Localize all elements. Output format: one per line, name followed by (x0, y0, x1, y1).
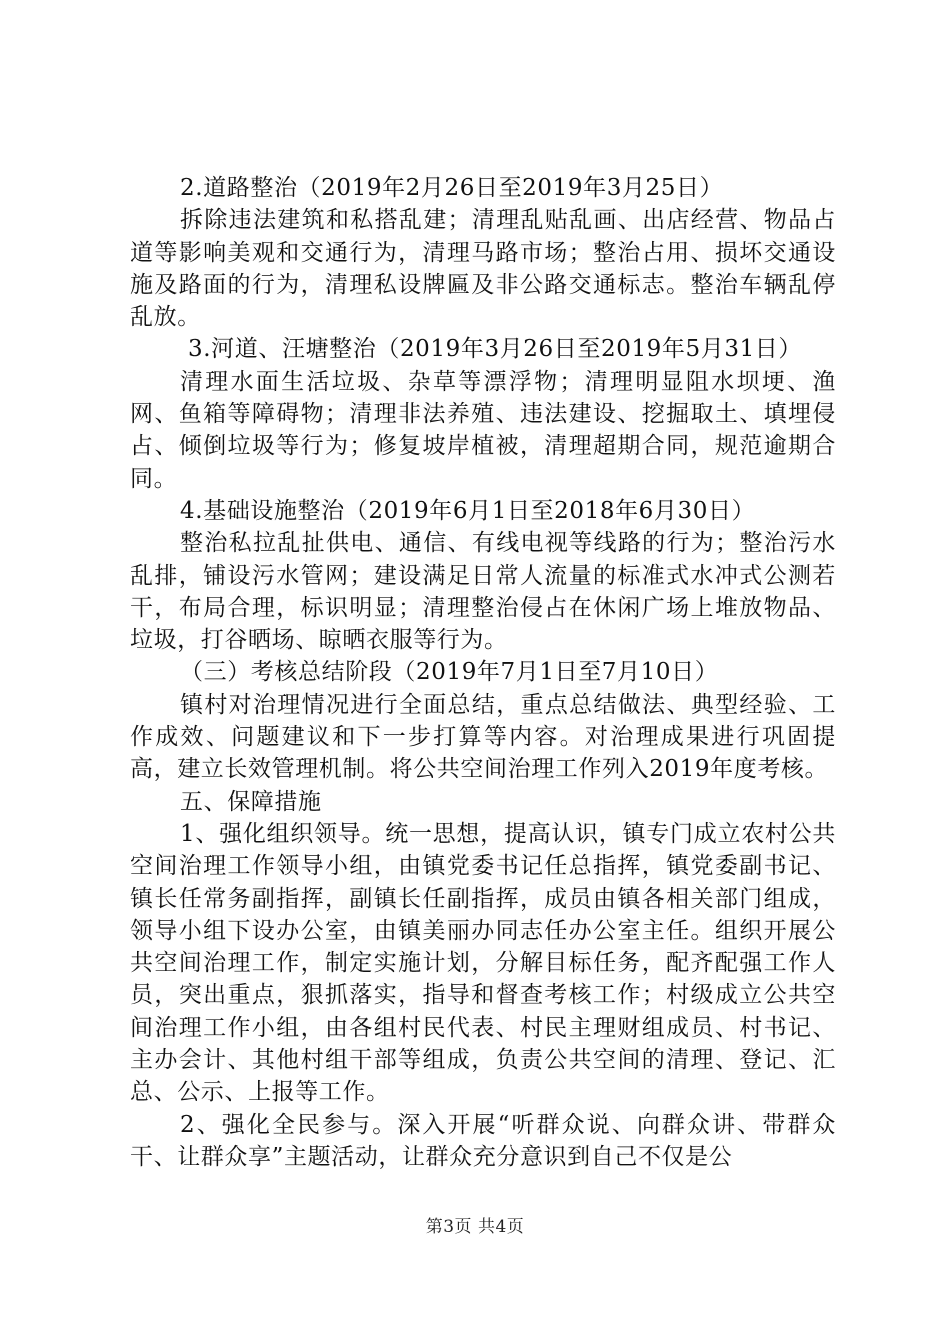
section-heading-river: 3.河道、汪塘整治（2019年3月26日至2019年5月31日） (188, 336, 803, 363)
page-footer: 第3页 共4页 (425, 1217, 525, 1237)
document-body (130, 172, 836, 1173)
paragraph-participation: 2、强化全民参与。深入开展“听群众说、向群众讲、带群众干、让群众享”主题活动，让群众充分意识到自己不仅是公 (130, 1111, 836, 1170)
paragraph-organization: 1、强化组织领导。统一思想，提高认识，镇专门成立农村公共空间治理工作领导小组，由镇党委书记任总指挥，镇党委副书记、镇长任常务副指挥，副镇长任副指挥，成员由镇各相关部门组成，领导小组下设办公室，由镇美丽办同志任办公室主任。组织开展公共空间治理工作，制定实施计划，分解目标任务，配齐配强工作人员，突出重点，狠抓落实，指导和督查考核工作；村级成立公共空间治理工作小组，由各组村民代表、村民主理财组成员、村书记、主办会计、其他村组干部等组成，负责公共空间的清理、登记、汇总、公示、上报等工作。 (130, 820, 836, 1106)
section-heading-infrastructure: 4.基础设施整治（2019年6月1日至2018年6月30日） (180, 497, 756, 524)
paragraph-road: 拆除违法建筑和私搭乱建；清理乱贴乱画、出店经营、物品占道等影响美观和交通行为，清理马路市场；整治占用、损坏交通设施及路面的行为，清理私设牌匾及非公路交通标志。整治车辆乱停乱放。 (130, 207, 836, 331)
section-heading-road: 2.道路整治（2019年2月26日至2019年3月25日） (180, 175, 724, 201)
section-heading-safeguards: 五、保障措施 (180, 788, 322, 815)
section-heading-review: （三）考核总结阶段（2019年7月1日至7月10日） (180, 659, 719, 686)
paragraph-review: 镇村对治理情况进行全面总结，重点总结做法、典型经验、工作成效、问题建议和下一步打算等内容。对治理成果进行巩固提高，建立长效管理机制。将公共空间治理工作列入2019年度考核。 (130, 691, 836, 783)
paragraph-river: 清理水面生活垃圾、杂草等漂浮物；清理明显阻水坝埂、渔网、鱼箱等障碍物；清理非法养殖、违法建设、挖掘取土、填埋侵占、倾倒垃圾等行为；修复坡岸植被，清理超期合同，规范逾期合同。 (130, 368, 836, 492)
paragraph-infrastructure: 整治私拉乱扯供电、通信、有线电视等线路的行为；整治污水乱排，铺设污水管网；建设满足日常人流量的标准式水冲式公测若干，布局合理，标识明显；清理整治侵占在休闲广场上堆放物品、垃圾，打谷晒场、晾晒衣服等行为。 (130, 530, 836, 654)
